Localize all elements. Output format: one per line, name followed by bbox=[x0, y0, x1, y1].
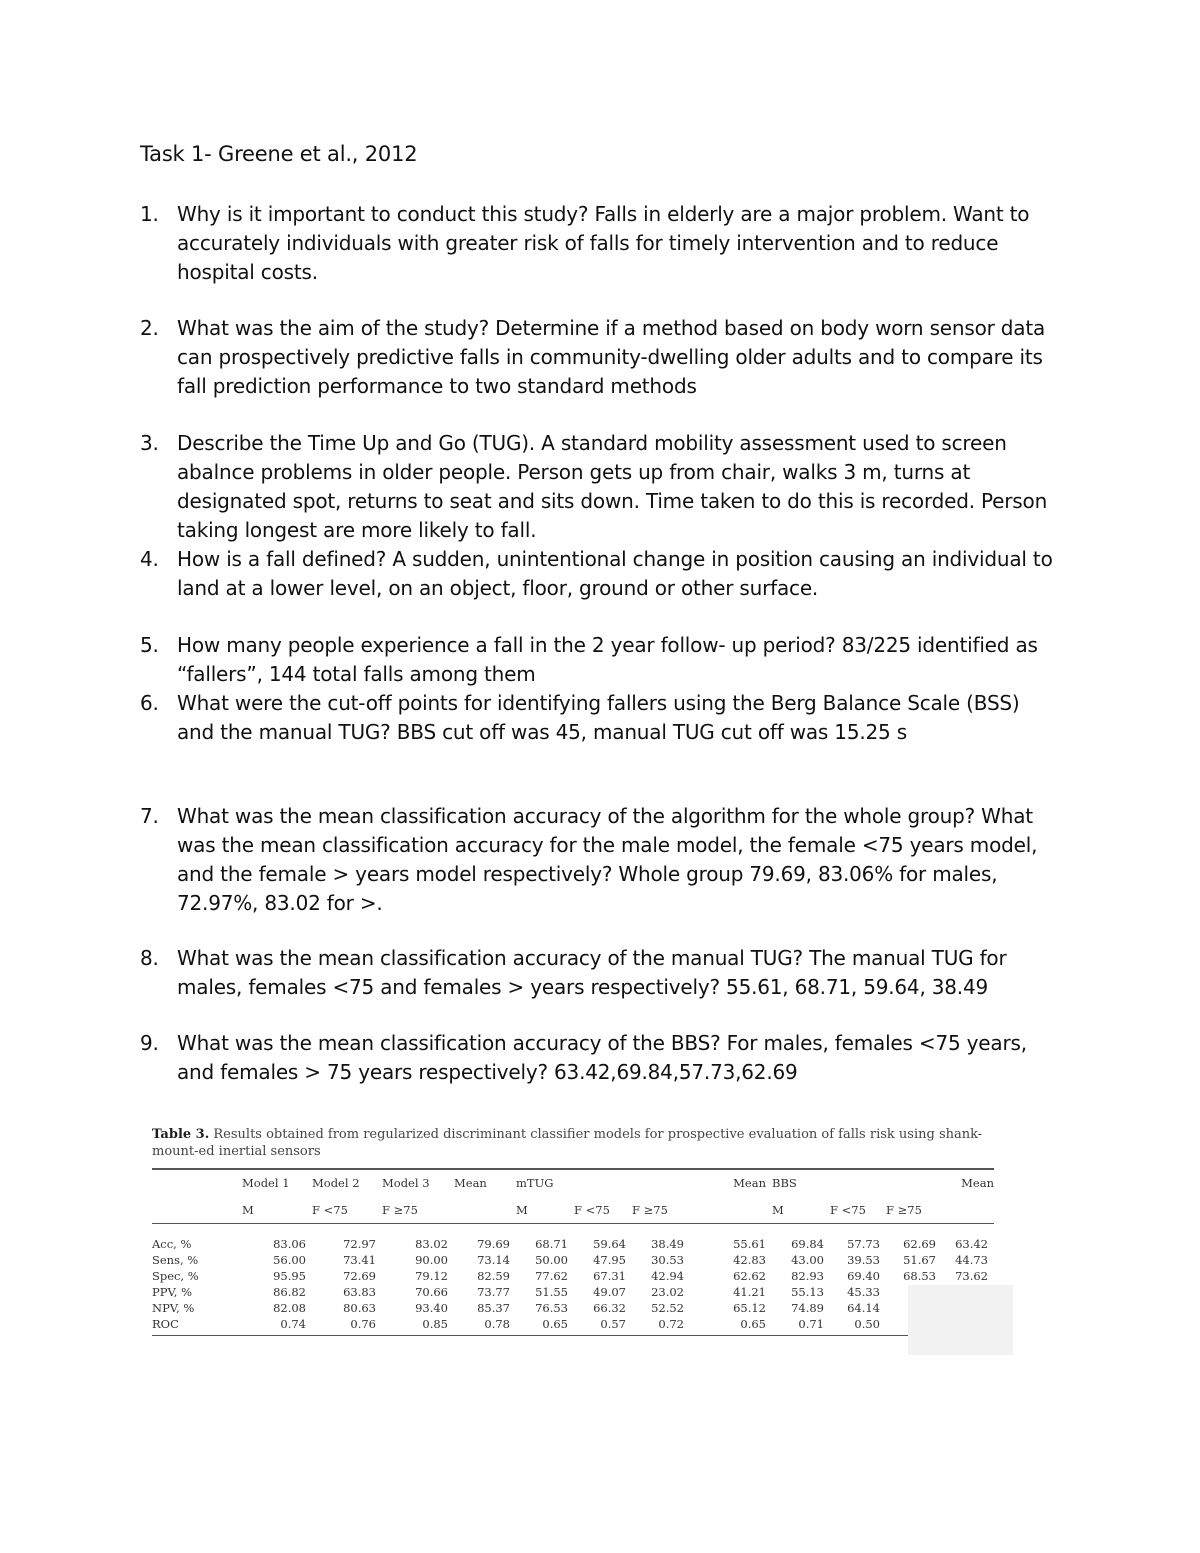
document-title: Task 1- Greene et al., 2012 bbox=[140, 142, 418, 166]
header-cell bbox=[830, 1169, 886, 1196]
row-label: ROC bbox=[152, 1316, 242, 1336]
question-number: 5. bbox=[140, 633, 159, 657]
question-number: 1. bbox=[140, 202, 159, 226]
header-cell bbox=[632, 1169, 690, 1196]
question-number: 2. bbox=[140, 316, 159, 340]
question-number: 9. bbox=[140, 1031, 159, 1055]
table-header-row bbox=[152, 1169, 994, 1196]
question-text: How many people experience a fall in the 2 year follow- up period? 83/225 identified as “fallers”, 144 total falls among them bbox=[177, 633, 1038, 686]
table-cell: 0.65 bbox=[690, 1316, 772, 1336]
question-text: Describe the Time Up and Go (TUG). A standard mobility assessment used to screen abalnce problems in older people. Person gets up from chair, walks 3 m, turns at designated spot, returns to seat and sits down. Time taken to do this is recorded. Person taking longest are more likely to fall. bbox=[177, 431, 1048, 542]
subheader-cell: M bbox=[772, 1196, 830, 1224]
table-cell: 76.53 bbox=[535, 1301, 568, 1315]
subheader-cell: M bbox=[242, 1196, 312, 1224]
table-cell: 0.65 bbox=[516, 1316, 574, 1336]
table-cell: 42.83 bbox=[733, 1253, 766, 1267]
redaction-block bbox=[908, 1285, 1013, 1355]
header-cell: Model 2 bbox=[312, 1169, 382, 1196]
question-number: 4. bbox=[140, 547, 159, 571]
table-row bbox=[152, 1316, 994, 1336]
table-row bbox=[152, 1284, 994, 1300]
subheader-cell bbox=[152, 1196, 242, 1224]
question-number: 7. bbox=[140, 804, 159, 828]
table-cell: 57.73 bbox=[847, 1237, 880, 1251]
table-cell: 59.64 bbox=[593, 1237, 626, 1251]
table-cell: 0.71 bbox=[772, 1316, 830, 1336]
table-cell: 73.14 bbox=[477, 1253, 510, 1267]
question-text: What was the mean classification accuracy of the BBS? For males, females <75 years, and females > 75 years respectively? 63.42,69.84,57.73,62.69 bbox=[177, 1031, 1027, 1084]
table-cell: 82.59 bbox=[477, 1269, 510, 1283]
table-cell: 49.07 bbox=[593, 1285, 626, 1299]
table-cell: 68.71 bbox=[535, 1237, 568, 1251]
table-cell: 45.33 bbox=[847, 1285, 880, 1299]
table-cell: 63.42 bbox=[955, 1237, 988, 1251]
question-9 bbox=[140, 1029, 1060, 1087]
header-cell bbox=[886, 1169, 942, 1196]
header-cell bbox=[574, 1169, 632, 1196]
question-text: Why is it important to conduct this study? Falls in elderly are a major problem. Want to accurately individuals with greater risk of falls for timely intervention and to reduce hospital costs. bbox=[177, 202, 1030, 284]
question-4 bbox=[140, 545, 1060, 603]
question-text: What was the aim of the study? Determine if a method based on body worn sensor data can prospectively predictive falls in community-dwelling older adults and to compare its fall prediction performance to two standard methods bbox=[177, 316, 1046, 398]
subheader-cell bbox=[690, 1196, 772, 1224]
subheader-cell: F ≥75 bbox=[886, 1196, 942, 1224]
table-cell: 55.61 bbox=[733, 1237, 766, 1251]
question-7 bbox=[140, 802, 1060, 918]
table-cell: 82.93 bbox=[791, 1269, 824, 1283]
table-cell: 65.12 bbox=[733, 1301, 766, 1315]
table-cell: 82.08 bbox=[273, 1301, 306, 1315]
header-cell: Mean bbox=[454, 1169, 516, 1196]
table-cell: 0.76 bbox=[312, 1316, 382, 1336]
table-cell: 80.63 bbox=[343, 1301, 376, 1315]
question-text: How is a fall defined? A sudden, unintentional change in position causing an individual to land at a lower level, on an object, floor, ground or other surface. bbox=[177, 547, 1053, 600]
table-cell: 73.77 bbox=[477, 1285, 510, 1299]
row-label: Spec, % bbox=[152, 1269, 199, 1283]
question-8 bbox=[140, 944, 1060, 1002]
table-subheader-row bbox=[152, 1196, 994, 1224]
table-cell: 39.53 bbox=[847, 1253, 880, 1267]
question-2 bbox=[140, 314, 1060, 401]
question-1 bbox=[140, 200, 1060, 287]
table-cell: 50.00 bbox=[535, 1253, 568, 1267]
table-cell: 0.85 bbox=[382, 1316, 454, 1336]
table-cell: 30.53 bbox=[651, 1253, 684, 1267]
subheader-cell bbox=[454, 1196, 516, 1224]
table-cell: 72.69 bbox=[343, 1269, 376, 1283]
subheader-cell: F ≥75 bbox=[632, 1196, 690, 1224]
row-label: PPV, % bbox=[152, 1285, 193, 1299]
header-cell: mTUG bbox=[516, 1169, 574, 1196]
subheader-cell bbox=[942, 1196, 994, 1224]
header-cell: BBS bbox=[772, 1169, 830, 1196]
table-cell: 43.00 bbox=[791, 1253, 824, 1267]
subheader-cell: M bbox=[516, 1196, 574, 1224]
table-cell: 66.32 bbox=[593, 1301, 626, 1315]
question-text: What was the mean classification accuracy of the algorithm for the whole group? What was the mean classification accuracy for the male model, the female <75 years model, and the female > years model respectively? Whole group 79.69, 83.06% for males, 72.97%, 83.02 for >. bbox=[177, 804, 1038, 915]
header-cell bbox=[152, 1169, 242, 1196]
question-number: 3. bbox=[140, 431, 159, 455]
table-cell: 64.14 bbox=[847, 1301, 880, 1315]
table-cell: 63.83 bbox=[343, 1285, 376, 1299]
table-cell: 44.73 bbox=[955, 1253, 988, 1267]
header-cell: Mean bbox=[942, 1169, 994, 1196]
table-cell: 74.89 bbox=[791, 1301, 824, 1315]
question-text: What was the mean classification accuracy of the manual TUG? The manual TUG for males, females <75 and females > years respectively? 55.61, 68.71, 59.64, 38.49 bbox=[177, 946, 1007, 999]
table-cell: 93.40 bbox=[415, 1301, 448, 1315]
question-6 bbox=[140, 689, 1060, 747]
results-table bbox=[152, 1168, 994, 1336]
table-cell: 79.69 bbox=[477, 1237, 510, 1251]
table-cell: 69.84 bbox=[791, 1237, 824, 1251]
row-label: Acc, % bbox=[152, 1237, 192, 1251]
table-cell: 68.53 bbox=[903, 1269, 936, 1283]
table-cell: 52.52 bbox=[651, 1301, 684, 1315]
table-cell: 41.21 bbox=[733, 1285, 766, 1299]
table-cell: 77.62 bbox=[535, 1269, 568, 1283]
header-cell: Mean bbox=[690, 1169, 772, 1196]
table-cell: 51.55 bbox=[535, 1285, 568, 1299]
question-number: 6. bbox=[140, 691, 159, 715]
table-cell: 73.62 bbox=[955, 1269, 988, 1283]
question-3 bbox=[140, 429, 1060, 545]
row-label: NPV, % bbox=[152, 1301, 195, 1315]
table-cell: 85.37 bbox=[477, 1301, 510, 1315]
table-cell: 69.40 bbox=[847, 1269, 880, 1283]
table-cell: 72.97 bbox=[343, 1237, 376, 1251]
table-row bbox=[152, 1252, 994, 1268]
table-cell: 47.95 bbox=[593, 1253, 626, 1267]
table-cell: 90.00 bbox=[415, 1253, 448, 1267]
table-cell: 95.95 bbox=[273, 1269, 306, 1283]
table-cell: 83.06 bbox=[273, 1237, 306, 1251]
table-row bbox=[152, 1224, 994, 1253]
table-row bbox=[152, 1300, 994, 1316]
table-cell: 0.72 bbox=[632, 1316, 690, 1336]
table-cell: 79.12 bbox=[415, 1269, 448, 1283]
table-figure bbox=[152, 1126, 994, 1331]
table-cell: 73.41 bbox=[343, 1253, 376, 1267]
table-cell: 86.82 bbox=[273, 1285, 306, 1299]
table-caption-label: Table 3. bbox=[152, 1127, 210, 1142]
table-cell: 70.66 bbox=[415, 1285, 448, 1299]
header-cell: Model 3 bbox=[382, 1169, 454, 1196]
table-cell: 42.94 bbox=[651, 1269, 684, 1283]
table-cell: 55.13 bbox=[791, 1285, 824, 1299]
table-cell: 83.02 bbox=[415, 1237, 448, 1251]
question-number: 8. bbox=[140, 946, 159, 970]
question-text: What were the cut-off points for identifying fallers using the Berg Balance Scale (BSS) and the manual TUG? BBS cut off was 45, manual TUG cut off was 15.25 s bbox=[177, 691, 1020, 744]
table-cell: 0.50 bbox=[830, 1316, 886, 1336]
table-cell: 67.31 bbox=[593, 1269, 626, 1283]
row-label: Sens, % bbox=[152, 1253, 199, 1267]
table-cell: 51.67 bbox=[903, 1253, 936, 1267]
table-cell: 0.57 bbox=[574, 1316, 632, 1336]
table-cell: 23.02 bbox=[651, 1285, 684, 1299]
table-caption bbox=[152, 1126, 994, 1160]
subheader-cell: F <75 bbox=[312, 1196, 382, 1224]
header-cell: Model 1 bbox=[242, 1169, 312, 1196]
subheader-cell: F <75 bbox=[574, 1196, 632, 1224]
table-cell: 0.78 bbox=[454, 1316, 516, 1336]
table-cell: 56.00 bbox=[273, 1253, 306, 1267]
subheader-cell: F <75 bbox=[830, 1196, 886, 1224]
table-cell: 0.74 bbox=[242, 1316, 312, 1336]
table-cell: 62.69 bbox=[903, 1237, 936, 1251]
table-cell: 62.62 bbox=[733, 1269, 766, 1283]
table-caption-text: Results obtained from regularized discriminant classifier models for prospective evaluation of falls risk using shank-mount-ed inertial sensors bbox=[152, 1127, 983, 1159]
question-5 bbox=[140, 631, 1060, 689]
table-row bbox=[152, 1268, 994, 1284]
table-cell: 38.49 bbox=[651, 1237, 684, 1251]
subheader-cell: F ≥75 bbox=[382, 1196, 454, 1224]
